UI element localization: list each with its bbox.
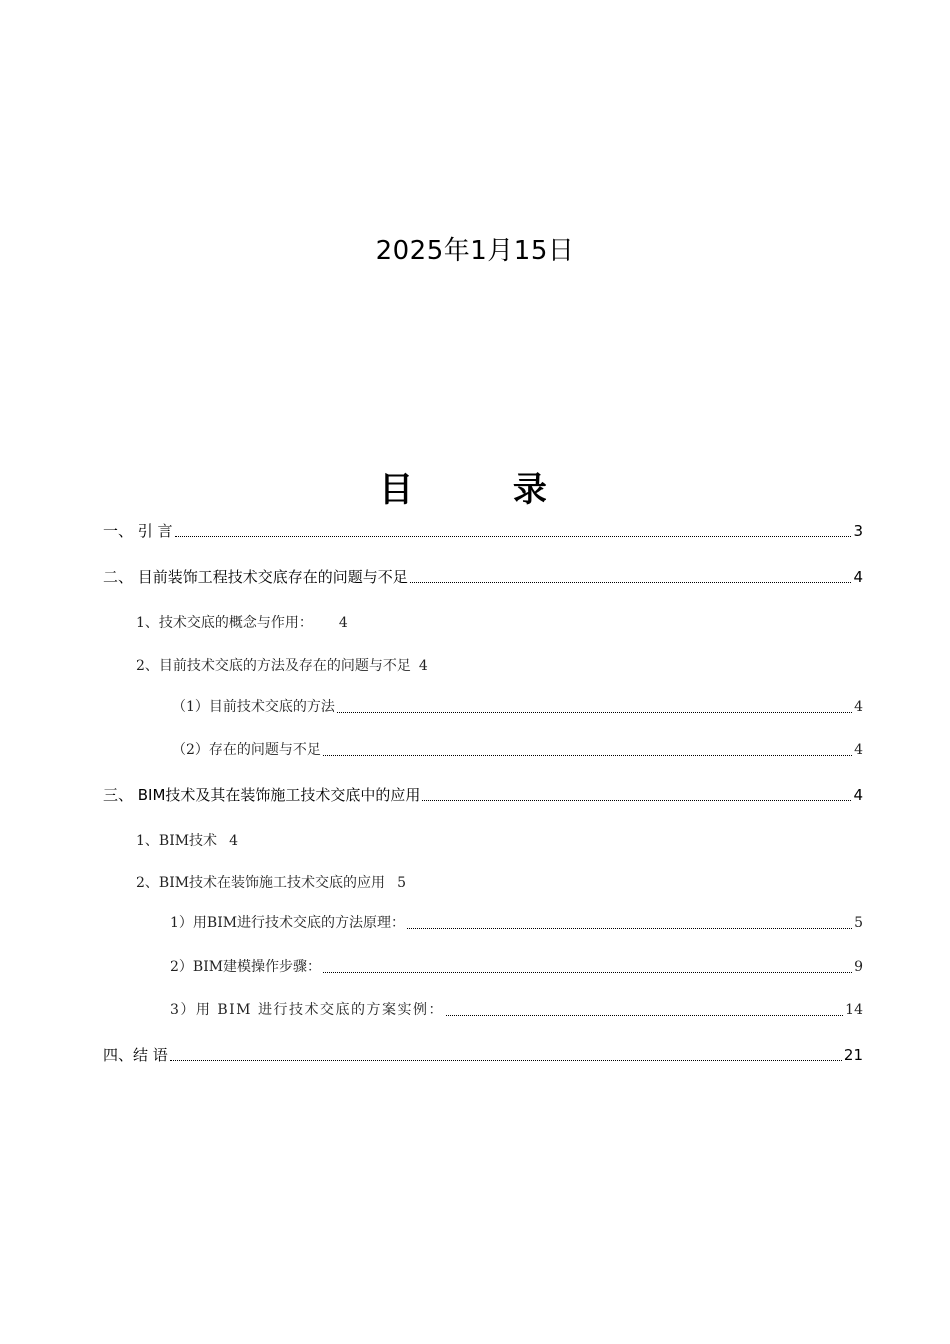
toc-entry[interactable] — [172, 739, 863, 761]
toc-page-number: 14 — [845, 1002, 863, 1018]
toc-page-number: 4 — [853, 568, 863, 586]
toc-title: 目 录 — [379, 470, 591, 510]
toc-leader — [446, 1014, 843, 1016]
toc-entry-label: 1、BIM技术 — [136, 833, 218, 849]
toc-entry-label: 一、 引 言 — [103, 522, 173, 540]
toc-leader — [170, 1059, 842, 1061]
toc-entry-label: 2）BIM建模操作步骤： — [170, 959, 322, 975]
toc-page-number: 4 — [338, 615, 348, 631]
toc-entry-label: 二、 目前装饰工程技术交底存在的问题与不足 — [103, 568, 408, 586]
toc-entry[interactable] — [136, 872, 406, 894]
toc-entry-label: （1）目前技术交底的方法 — [172, 699, 335, 715]
toc-page-number: 4 — [853, 786, 863, 804]
toc-entry[interactable] — [170, 912, 863, 934]
toc-page-number: 4 — [854, 699, 863, 715]
toc-entry-label: 1、技术交底的概念与作用： — [136, 615, 313, 631]
toc-entry[interactable] — [103, 520, 863, 542]
toc-page-number: 4 — [418, 658, 428, 674]
toc-leader — [323, 754, 852, 756]
toc-entry-label: 三、 BIM技术及其在装饰施工技术交底中的应用 — [103, 786, 421, 804]
toc-leader — [407, 927, 852, 929]
toc-entry[interactable] — [136, 612, 348, 634]
toc-leader — [410, 581, 852, 583]
toc-leader — [422, 799, 851, 801]
toc-entry[interactable] — [103, 1044, 863, 1066]
toc-entry[interactable] — [170, 956, 863, 978]
toc-leader — [323, 971, 852, 973]
toc-page-number: 5 — [854, 915, 863, 931]
toc-entry[interactable] — [172, 696, 863, 718]
toc-entry[interactable] — [136, 830, 238, 852]
document-date: 2025年1月15日 — [375, 236, 575, 266]
toc-entry-label: 四、结 语 — [103, 1046, 168, 1064]
toc-leader — [175, 535, 852, 537]
toc-entry[interactable] — [136, 655, 428, 677]
toc-entry[interactable] — [103, 784, 863, 806]
toc-page-number: 5 — [397, 875, 406, 891]
toc-entry[interactable] — [170, 999, 863, 1021]
toc-entry-label: 2、BIM技术在装饰施工技术交底的应用 — [136, 875, 386, 891]
toc-leader — [337, 711, 852, 713]
toc-page-number: 4 — [854, 742, 863, 758]
toc-entry-label: （2）存在的问题与不足 — [172, 742, 321, 758]
toc-entry-label: 3）用 BIM 进行技术交底的方案实例： — [170, 1002, 444, 1018]
toc-page-number: 9 — [854, 959, 863, 975]
toc-entry[interactable] — [103, 566, 863, 588]
toc-page-number: 21 — [843, 1046, 863, 1064]
toc-entry-label: 2、目前技术交底的方法及存在的问题与不足 — [136, 658, 411, 674]
toc-entry-label: 1）用BIM进行技术交底的方法原理： — [170, 915, 406, 931]
toc-page-number: 4 — [229, 833, 238, 849]
toc-page-number: 3 — [853, 522, 863, 540]
